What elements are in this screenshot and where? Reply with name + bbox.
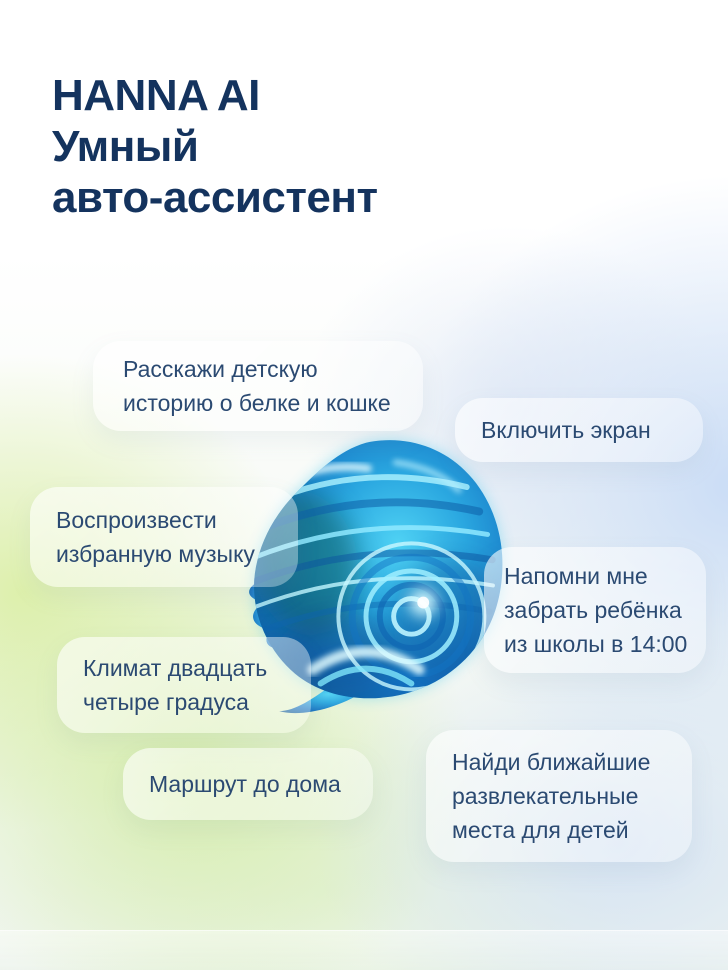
voice-command-bubble-kids-places [426, 730, 692, 862]
bubble-text-line: Включить экран [481, 417, 651, 443]
bubble-text-line: Маршрут до дома [149, 771, 341, 797]
bubble-text-line: Напомни мне [504, 563, 648, 589]
bubble-text-line: четыре градуса [83, 689, 249, 715]
bubble-text-line: Климат двадцать [83, 655, 268, 681]
bubble-text-line: развлекательные [452, 783, 639, 809]
bubble-text-line: Расскажи детскую [123, 356, 318, 382]
subtitle-line-1: Умный [52, 122, 199, 171]
voice-command-bubble-turn-on-screen [455, 398, 703, 462]
bubble-text-line: забрать ребёнка [504, 597, 682, 623]
voice-command-bubble-play-music [30, 487, 298, 587]
subtitle-line-2: авто-ассистент [52, 173, 378, 222]
bubble-text-line: из школы в 14:00 [504, 631, 688, 657]
voice-command-bubble-tell-kids-story [93, 341, 423, 431]
voice-command-bubble-route-home [123, 748, 373, 820]
voice-command-bubble-climate [57, 637, 311, 733]
voice-command-bubble-remind-pickup [484, 547, 706, 673]
page-title [52, 70, 378, 223]
brand-name: HANNA AI [52, 71, 260, 120]
bubble-text-line: историю о белке и кошке [123, 390, 391, 416]
bubble-text-line: места для детей [452, 817, 629, 843]
bottom-edge-band [0, 930, 728, 970]
bubble-text-line: Воспроизвести [56, 507, 217, 533]
bubble-text-line: избранную музыку [56, 541, 255, 567]
bubble-text-line: Найди ближайшие [452, 749, 651, 775]
